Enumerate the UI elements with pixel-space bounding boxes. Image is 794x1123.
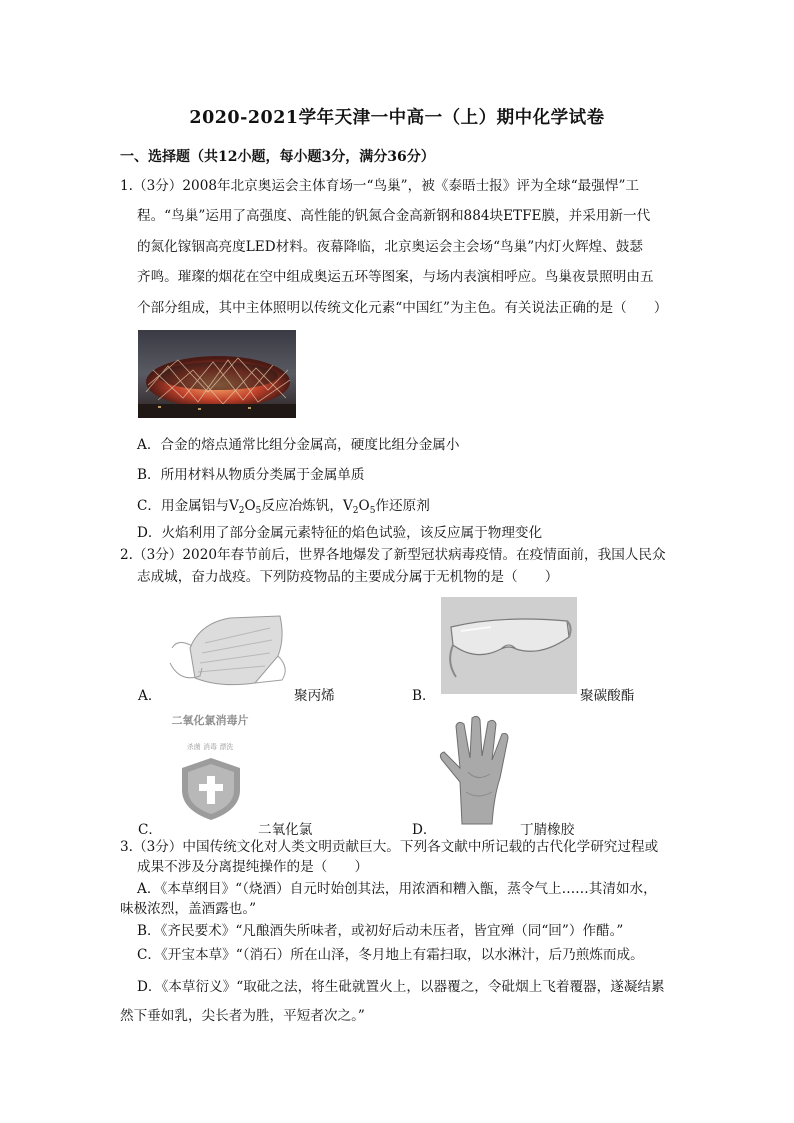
q2-line-2: 志成城，奋力战疫。下列防疫物品的主要成分属于无机物的是（ ）: [137, 569, 559, 585]
q3-option-a-line-1: A．《本草纲目》“（烧酒）自元时始创其法，用浓酒和糟入甑，蒸令气上……其清如水，: [137, 881, 657, 897]
q2-line-1: 2.（3分）2020年春节前后，世界各地爆发了新型冠状病毒疫情。在疫情面前，我国人民众: [120, 547, 666, 563]
face-mask-image: [160, 608, 295, 693]
q1-line-3: 的氮化镓铟高亮度LED材料。夜幕降临，北京奥运会主会场“鸟巢”内灯火辉煌、鼓瑟: [137, 239, 643, 255]
safety-goggles-image: [441, 597, 577, 694]
q2-option-b-label: 聚碳酸酯: [580, 688, 635, 704]
q2-option-d-label: 丁腈橡胶: [520, 822, 575, 838]
q1-line-2: 程。“鸟巢”运用了高强度、高性能的钒氮合金高新钢和884块ETFE膜，并采用新一代: [137, 208, 651, 224]
q3-option-d-line-2: 然下垂如乳，尖长者为胜，平短者次之。”: [120, 1008, 365, 1024]
birds-nest-stadium-image: [138, 330, 296, 418]
disinfectant-text: 二氧化氯消毒片: [171, 714, 249, 727]
q2-option-c-letter: C．: [138, 822, 162, 838]
section-heading: 一、选择题（共12小题，每小题3分，满分36分）: [120, 149, 435, 165]
q1-option-a: A．合金的熔点通常比组分金属高，硬度比组分金属小: [137, 437, 460, 453]
disinfectant-tablet-image: [160, 712, 260, 824]
q2-option-d-letter: D．: [412, 822, 437, 838]
shield-icon: [178, 756, 244, 822]
q1-option-d: D．火焰利用了部分金属元素特征的焰色试验，该反应属于物理变化: [137, 525, 543, 541]
q2-option-a-label: 聚丙烯: [294, 688, 335, 704]
q1-option-c: C．用金属铝与$V_2O_5$反应冶炼钒，$V_2O_5$作还原剂: [137, 498, 430, 516]
q2-option-b-letter: B．: [412, 688, 436, 704]
page-title: 2020-2021学年天津一中高一（上）期中化学试卷: [189, 108, 605, 128]
q3-line-2: 成果不涉及分离提纯操作的是（ ）: [137, 859, 369, 875]
q1-option-b: B．所用材料从物质分类属于金属单质: [137, 467, 365, 483]
q3-option-a-line-2: 味极浓烈，盖酒露也。”: [120, 901, 257, 917]
q1-line-4: 齐鸣。璀璨的烟花在空中组成奥运五环等图案，与场内表演相呼应。鸟巢夜景照明由五: [137, 269, 654, 285]
disinfectant-subtext: 杀菌 消毒 漂洗: [186, 743, 234, 751]
nitrile-glove-image: [432, 712, 518, 828]
q3-option-c: C．《开宝本草》“（消石）所在山泽，冬月地上有霜扫取，以水淋汁，后乃煎炼而成。: [137, 947, 644, 963]
q3-option-d-line-1: D．《本草衍义》“取砒之法，将生砒就置火上，以器覆之，令砒烟上飞着覆器，遂凝结累: [137, 979, 665, 995]
q3-line-1: 3.（3分）中国传统文化对人类文明贡献巨大。下列各文献中所记载的古代化学研究过程或: [120, 839, 659, 855]
q2-option-c-label: 二氧化氯: [258, 822, 313, 838]
q1-line-5: 个部分组成，其中主体照明以传统文化元素“中国红”为主色。有关说法正确的是（ ）: [137, 300, 668, 316]
q1-line-1: 1.（3分）2008年北京奥运会主体育场一“鸟巢”，被《泰晤士报》评为全球“最强悍”工: [120, 178, 640, 194]
q2-option-a-letter: A．: [138, 688, 162, 704]
q3-option-b: B．《齐民要术》“凡酿酒失所味者，或初好后动未压者，皆宜殚（同“回”）作醋。”: [137, 923, 624, 939]
